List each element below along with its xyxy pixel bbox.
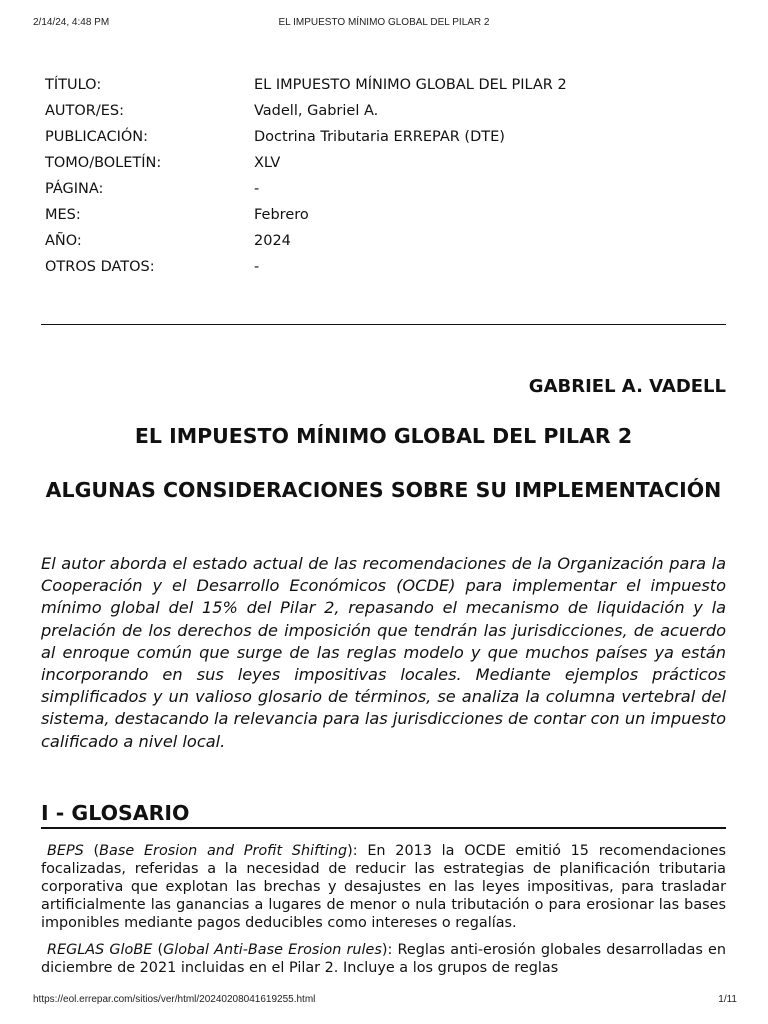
article-title: EL IMPUESTO MÍNIMO GLOBAL DEL PILAR 2 [134, 424, 633, 448]
metadata-value: EL IMPUESTO MÍNIMO GLOBAL DEL PILAR 2 [254, 77, 567, 93]
print-footer [0, 994, 768, 1008]
article-subtitle: ALGUNAS CONSIDERACIONES SOBRE SU IMPLEMENTACIÓN [45, 478, 722, 502]
metadata-row-title [45, 75, 725, 101]
glossary-punct: ( [152, 942, 164, 958]
print-header [0, 17, 768, 31]
glossary-entry-beps [41, 842, 726, 932]
metadata-label: MES: [45, 207, 81, 223]
metadata-label: TÍTULO: [45, 77, 102, 93]
glossary-term: BEPS [47, 843, 84, 859]
metadata-table [45, 75, 725, 283]
article-abstract: El autor aborda el estado actual de las recomendaciones de la Organización para la Cooperación y el Desarrollo Económicos (OCDE) para implementar el impuesto mínimo global del 15% del Pilar 2, repasando el mecanismo de liquidación y la prelación de los derechos de imposición que tendrán las jurisdicciones, de acuerdo al enroque común que surge de las reglas modelo y que muchos países ya están incorporando en sus leyes impositivas locales. Mediante ejemplos prácticos simplificados y un valioso glosario de términos, se analiza la columna vertebral del sistema, destacando la relevancia para las jurisdicciones de contar con un impuesto calificado a nivel local. [41, 554, 726, 751]
print-url: https://eol.errepar.com/sitios/ver/html/20240208041619255.html [33, 994, 316, 1005]
metadata-value: Doctrina Tributaria ERREPAR (DTE) [254, 129, 505, 145]
print-datetime: 2/14/24, 4:48 PM [33, 17, 110, 28]
metadata-label: PÁGINA: [45, 181, 104, 197]
glossary-punct: ( [83, 843, 100, 859]
metadata-row-month [45, 205, 725, 231]
metadata-label: OTROS DATOS: [45, 259, 155, 275]
metadata-label: AÑO: [45, 233, 82, 249]
glossary-expansion: Global Anti-Base Erosion rules [163, 942, 382, 958]
divider [41, 324, 726, 325]
article-author: GABRIEL A. VADELL [528, 376, 726, 397]
metadata-label: PUBLICACIÓN: [45, 129, 148, 145]
glossary-expansion: Base Erosion and Profit Shifting [99, 843, 348, 859]
metadata-row-year [45, 231, 725, 257]
glossary-entry-globe [41, 941, 726, 977]
metadata-label: AUTOR/ES: [45, 103, 125, 119]
glossary-punct: ): [347, 843, 368, 859]
glossary-definition: En 2013 la OCDE emitió 15 recomendaciones focalizadas, referidas a la necesidad de reducir las estrategias de planificación tributaria corporativa que explotan las brechas y desajustes en las leyes impositivas, para trasladar artificialmente las ganancias a lugares de menor o nula tributación o para erosionar las bases imponibles mediante pagos deducibles como intereses o regalías. [41, 843, 726, 931]
glossary-punct: ): [381, 942, 398, 958]
metadata-row-publication [45, 127, 725, 153]
metadata-value: Febrero [254, 207, 309, 223]
metadata-label: TOMO/BOLETÍN: [45, 155, 162, 171]
metadata-row-other [45, 257, 725, 283]
metadata-value: - [254, 259, 260, 275]
glossary-definition: Reglas anti-erosión globales desarrolladas en diciembre de 2021 incluidas en el Pilar 2. Incluye a los grupos de reglas [41, 942, 726, 976]
glossary-term: REGLAS GloBE [47, 942, 153, 958]
metadata-value: - [254, 181, 260, 197]
metadata-row-page [45, 179, 725, 205]
metadata-value: 2024 [254, 233, 291, 249]
print-title: EL IMPUESTO MÍNIMO GLOBAL DEL PILAR 2 [278, 17, 490, 28]
metadata-value: Vadell, Gabriel A. [254, 103, 379, 119]
print-page-number: 1/11 [718, 994, 737, 1005]
section-heading: I - GLOSARIO [41, 800, 726, 829]
metadata-row-volume [45, 153, 725, 179]
metadata-value: XLV [254, 155, 281, 171]
metadata-row-authors [45, 101, 725, 127]
